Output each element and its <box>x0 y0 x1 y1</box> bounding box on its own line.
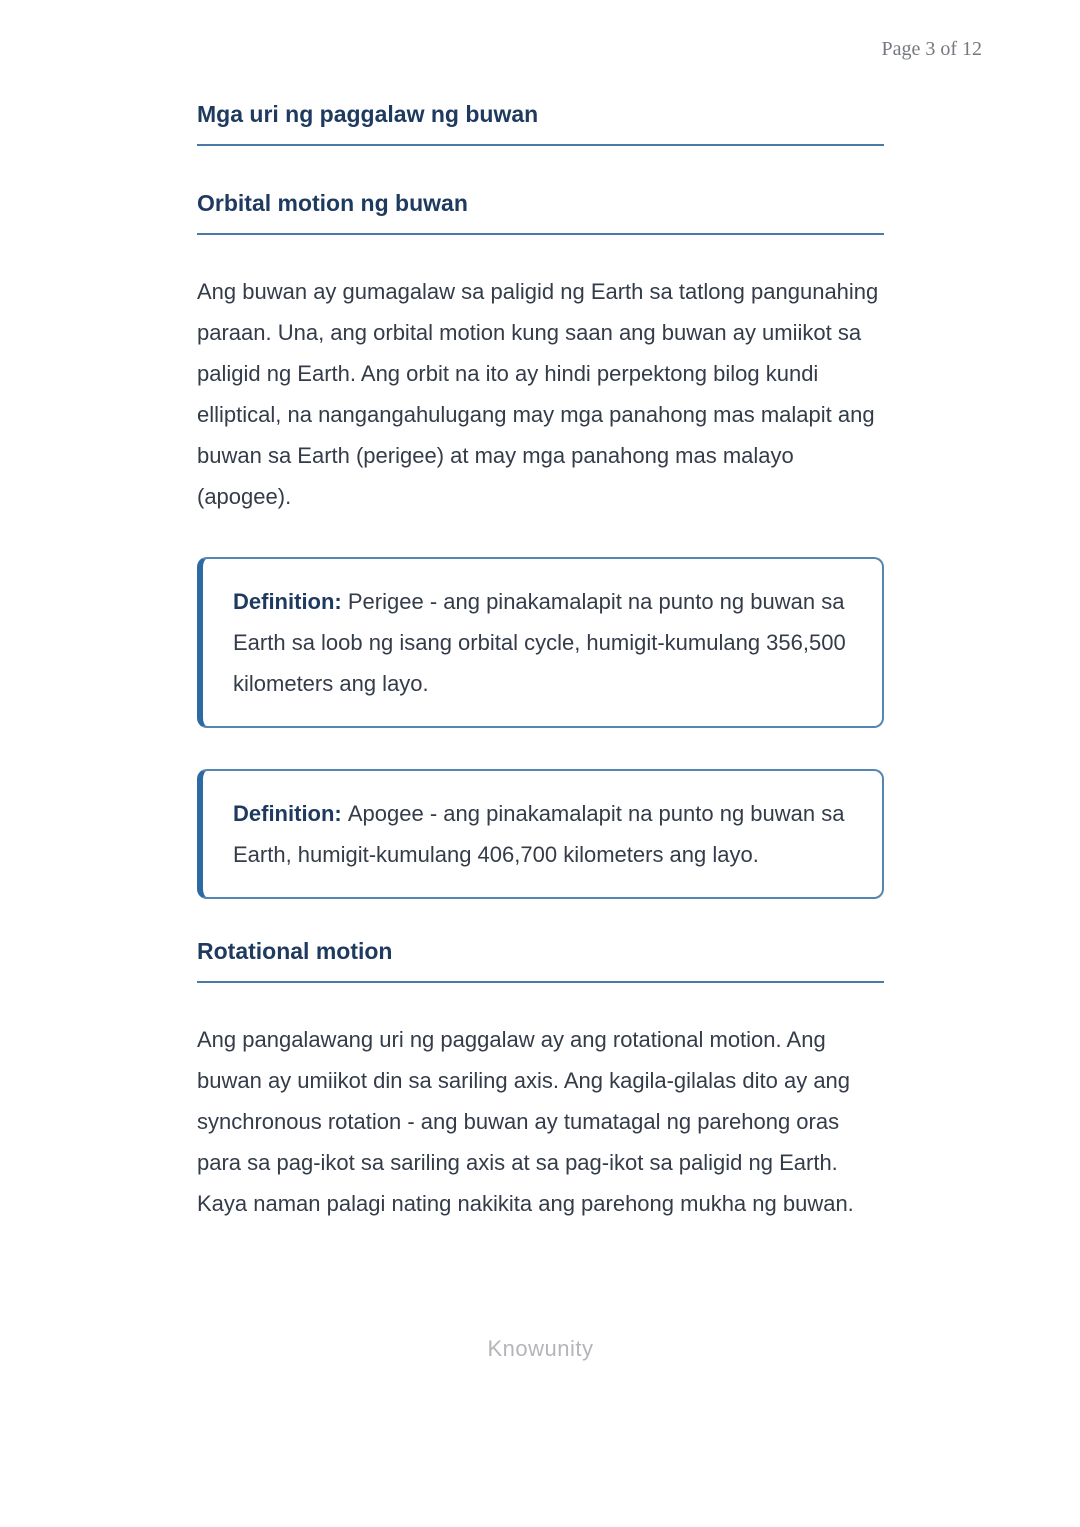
section-heading-rotational: Rotational motion <box>197 940 884 983</box>
footer-brand: Knowunity <box>487 1336 594 1361</box>
definition-box-perigee <box>197 557 884 728</box>
paragraph-orbital: Ang buwan ay gumagalaw sa paligid ng Earth sa tatlong pangunahing paraan. Una, ang orbital motion kung saan ang buwan ay umiikot sa paligid ng Earth. Ang orbit na ito ay hindi perpektong bilog kundi elliptical, na nangangahulugang may mga panahong mas malapit ang buwan sa Earth (perigee) at may mga panahong mas malayo (apogee). <box>197 279 879 509</box>
definition-text: Apogee - ang pinakamalapit na punto ng buwan sa Earth, humigit-kumulang 406,700 kilometers ang layo. <box>233 801 845 867</box>
definition-box-apogee <box>197 769 884 899</box>
definition-text: Perigee - ang pinakamalapit na punto ng buwan sa Earth sa loob ng isang orbital cycle, humigit-kumulang 356,500 kilometers ang layo. <box>233 589 846 696</box>
document-title: Mga uri ng paggalaw ng buwan <box>197 103 884 146</box>
section-heading-orbital: Orbital motion ng buwan <box>197 192 884 235</box>
paragraph-rotational: Ang pangalawang uri ng paggalaw ay ang rotational motion. Ang buwan ay umiikot din sa sariling axis. Ang kagila-gilalas dito ay ang synchronous rotation - ang buwan ay tumatagal ng parehong oras para sa pag-ikot sa sariling axis at sa pag-ikot sa paligid ng Earth. Kaya naman palagi nating nakikita ang parehong mukha ng buwan. <box>197 1027 854 1216</box>
definition-label: Definition: <box>233 589 348 614</box>
page-indicator: Page 3 of 12 <box>881 38 982 60</box>
document-content <box>197 0 884 1392</box>
definition-label: Definition: <box>233 801 348 826</box>
